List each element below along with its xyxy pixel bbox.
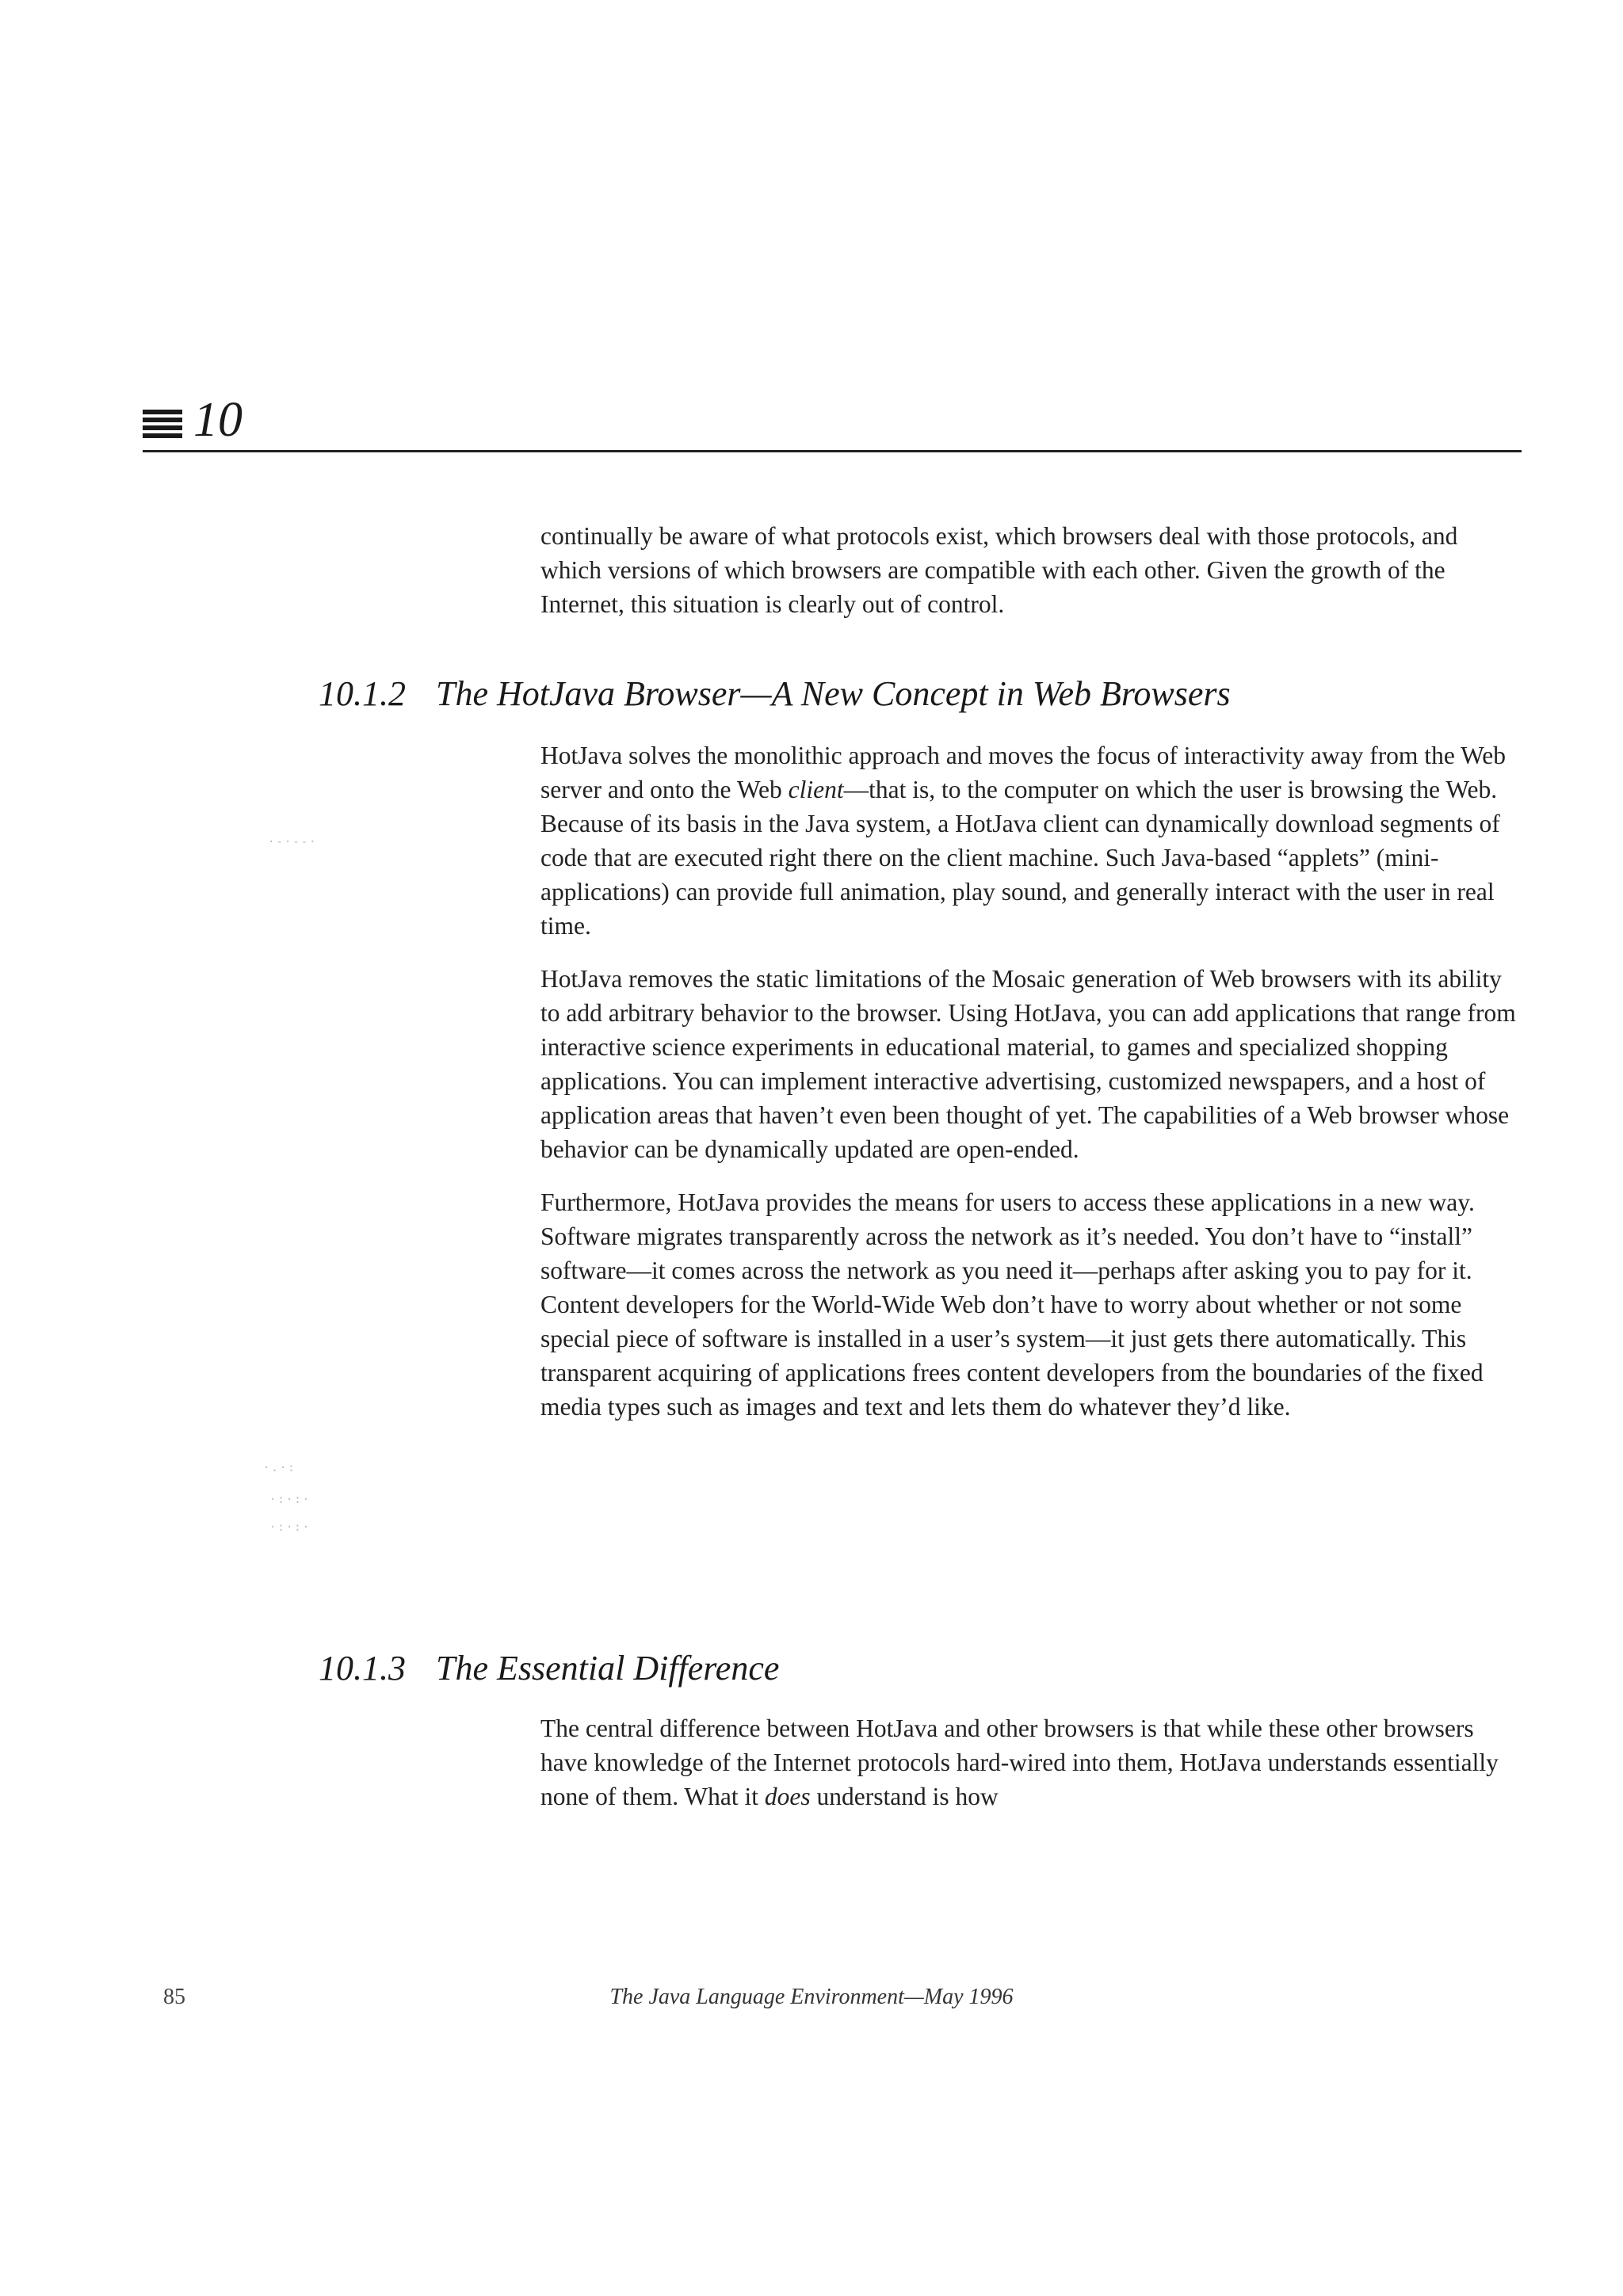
section-heading-10-1-2 (319, 672, 1523, 716)
section-title: The Essential Difference (436, 1649, 780, 1688)
intro-paragraph: continually be aware of what protocols exist, which browsers deal with those protocols, and which versions of which browsers are compatible with each other. Given the growth of the Internet, this situation is clearly out of control. (540, 522, 1458, 618)
page-footer (0, 1985, 1623, 2016)
section-heading-10-1-3 (319, 1646, 1523, 1691)
scan-speck: ·-·--· (268, 836, 318, 849)
section-number: 10.1.3 (319, 1649, 406, 1688)
section-title: The HotJava Browser—A New Concept in Web Browsers (436, 674, 1231, 713)
chapter-number: 10 (193, 393, 242, 447)
emphasis: does (764, 1783, 811, 1810)
emphasis: client (788, 776, 844, 803)
footer-title: The Java Language Environment—May 1996 (609, 1985, 1014, 2009)
paragraph: HotJava removes the static limitations of the Mosaic generation of Web browsers with its ability to add arbitrary behavior to the browser. Using HotJava, you can add applications that range from interactive science experiments in educational material, to games and specialized shopping applications. You can implement interactive advertising, customized newspapers, and a host of application areas that haven’t even been thought of yet. The capabilities of a Web browser whose behavior can be dynamically updated are open-ended. (540, 965, 1516, 1163)
paragraph-text: HotJava solves the monolithic approach and moves the focus of interactivity away from the Web server and onto the Web (540, 742, 1507, 803)
paragraph-text: understand is how (810, 1783, 999, 1810)
paragraph: Furthermore, HotJava provides the means for users to access these applications in a new way. Software migrates transparently across the network as it’s needed. You don’t have to “install” software—it comes across the network as you need it—perhaps after asking you to pay for it. Content developers for the World-Wide Web don’t have to worry about whether or not some special piece of software is installed in a user’s system—it just gets there automatically. This transparent acquiring of applications frees content developers from the boundaries of the fixed media types such as images and text and lets them do whatever they’d like. (540, 1188, 1484, 1421)
paragraph-text: —that is, to the computer on which the user is browsing the Web. Because of its basis in the Java system, a HotJava client can dynamically download segments of code that are executed right there on the client machine. Such Java-based “applets” (mini-applications) can provide full animation, play sound, and generally interact with the user in real time. (540, 776, 1500, 940)
section-number: 10.1.2 (319, 674, 406, 713)
section-10-1-3-body (540, 1711, 1523, 1833)
paragraph-text: The central difference between HotJava and other browsers is that while these other browsers have knowledge of the Internet protocols hard-wired into them, HotJava understands essentially none of them. What it (540, 1714, 1499, 1810)
chapter-bars-icon (143, 410, 182, 440)
section-10-1-2-body (540, 738, 1523, 1443)
paragraph (540, 738, 1523, 943)
chapter-header (143, 388, 1522, 452)
header-rule (143, 450, 1522, 452)
scan-speck: ·.·: (263, 1462, 296, 1474)
scan-speck: ·:·:· (269, 1493, 311, 1506)
scan-speck: ·:·:· (269, 1521, 311, 1534)
paragraph (540, 1711, 1523, 1814)
intro-block (540, 519, 1523, 640)
page-number: 85 (163, 1985, 185, 2009)
